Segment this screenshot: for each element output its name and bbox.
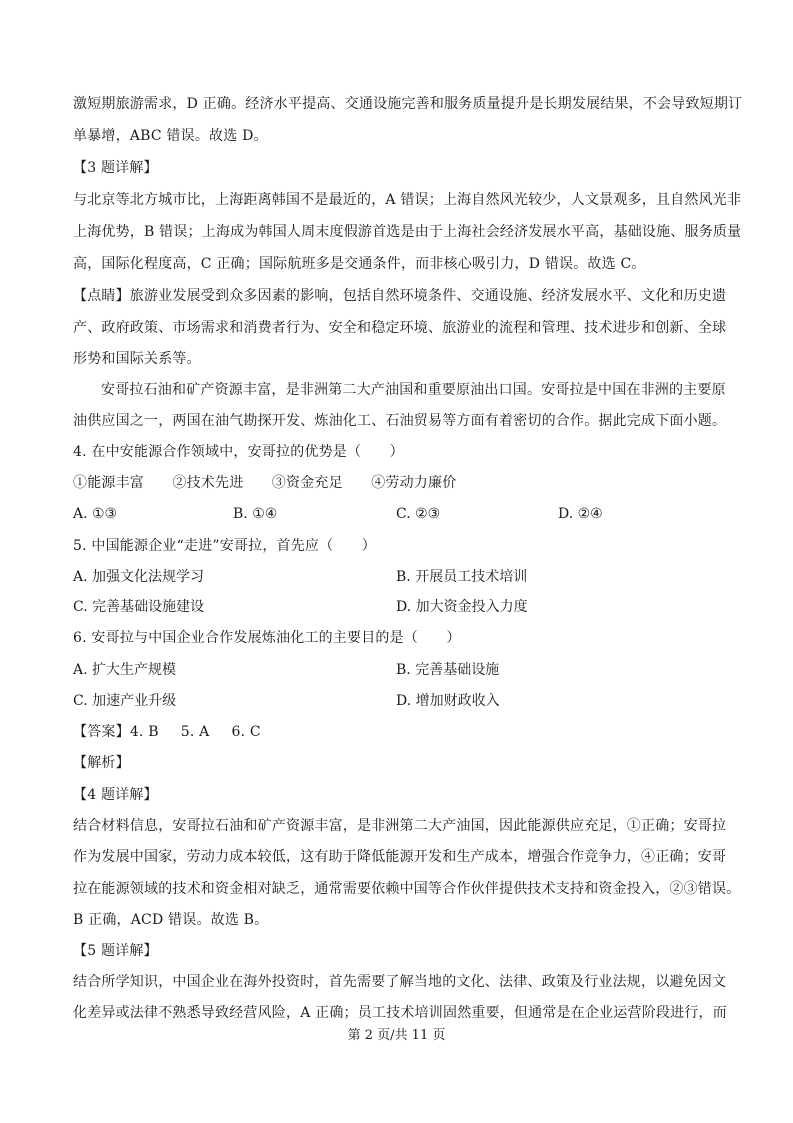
passage-line: 安哥拉石油和矿产资源丰富，是非洲第二大产油国和重要原油出口国。安哥拉是中国在非洲的主要原 [101, 382, 726, 398]
answer-label: 【答案】 [73, 724, 130, 740]
page-number: 第 2 页/共 11 页 [347, 1028, 446, 1043]
question-5-stem: 5. 中国能源企业“走进”安哥拉，首先应（ ） [73, 538, 376, 554]
analysis-label: 【解析】 [73, 755, 130, 771]
text-line: 化差异或法律不熟悉导致经营风险，A 正确；员工技术培训固然重要，但通常是在企业运营阶段进行，而 [73, 1005, 727, 1021]
question-4-items: ①能源丰富 ②技术先进 ③资金充足 ④劳动力廉价 [73, 475, 457, 491]
text-line: 高，国际化程度高，C 正确；国际航班多是交通条件，而非核心吸引力，D 错误。故选 C。 [73, 256, 646, 272]
q5-option-d: D. 加大资金投入力度 [396, 599, 528, 615]
text-line: 结合所学知识，中国企业在海外投资时，首先需要了解当地的文化、法律、政策及行业法规，以避免因文 [73, 974, 727, 990]
q4-option-c: C. ②③ [396, 506, 441, 522]
text-line: 与北京等北方城市比，上海距离韩国不是最近的，A 错误；上海自然风光较少，人文景观多，且自然风光非 [73, 192, 742, 208]
q4-option-d: D. ②④ [558, 506, 603, 522]
text-line: B 正确，ACD 错误。故选 B。 [73, 912, 269, 928]
q5-option-c: C. 完善基础设施建设 [73, 599, 205, 615]
q6-option-a: A. 扩大生产规模 [73, 662, 177, 678]
q6-option-c: C. 加速产业升级 [73, 693, 177, 709]
question-4-stem: 4. 在中安能源合作领域中，安哥拉的优势是（ ） [73, 444, 404, 460]
text-line: 形势和国际关系等。 [73, 351, 201, 367]
answer-row [73, 722, 733, 742]
text-line: 结合材料信息，安哥拉石油和矿产资源丰富，是非洲第二大产油国，因此能源供应充足，①正确；安哥拉 [73, 818, 727, 834]
answer-item: 4. B [129, 724, 159, 740]
text-line: 单暴增，ABC 错误。故选 D。 [73, 128, 268, 144]
q4-option-b: B. ①④ [233, 506, 278, 522]
text-line: 拉在能源领域的技术和资金相对缺乏，通常需要依赖中国等合作伙伴提供技术支持和资金投入，②③错误。 [73, 881, 741, 897]
answer-item: 6. C [231, 724, 261, 740]
q6-option-d: D. 增加财政收入 [396, 693, 500, 709]
text-line: 产、政府政策、市场需求和消费者行为、安全和稳定环境、旅游业的流程和管理、技术进步和创新、全球 [73, 320, 727, 336]
answer-item: 5. A [180, 724, 210, 740]
q5-option-a: A. 加强文化法规学习 [73, 569, 205, 585]
section-heading: 【3 题详解】 [73, 160, 158, 176]
q4-option-a: A. ①③ [73, 506, 118, 522]
q5-option-b: B. 开展员工技术培训 [396, 569, 528, 585]
text-line: 作为发展中国家，劳动力成本较低，这有助于降低能源开发和生产成本，增强合作竞争力，④正确；安哥 [73, 849, 727, 865]
q6-option-b: B. 完善基础设施 [396, 662, 500, 678]
text-line: 上海优势，B 错误；上海成为韩国人周末度假游首选是由于上海社会经济发展水平高，基础设施、服务质量 [73, 224, 742, 240]
section-heading: 【5 题详解】 [73, 943, 158, 959]
section-heading: 【4 题详解】 [73, 787, 158, 803]
question-6-stem: 6. 安哥拉与中国企业合作发展炼油化工的主要目的是（ ） [73, 630, 461, 646]
passage-line: 油供应国之一，两国在油气勘探开发、炼油化工、石油贸易等方面有着密切的合作。据此完成下面小题。 [73, 413, 727, 429]
text-line: 激短期旅游需求，D 正确。经济水平提高、交通设施完善和服务质量提升是长期发展结果，不会导致短期订 [73, 96, 743, 112]
tip-line: 【点睛】旅游业发展受到众多因素的影响，包括自然环境条件、交通设施、经济发展水平、文化和历史遗 [73, 288, 727, 304]
